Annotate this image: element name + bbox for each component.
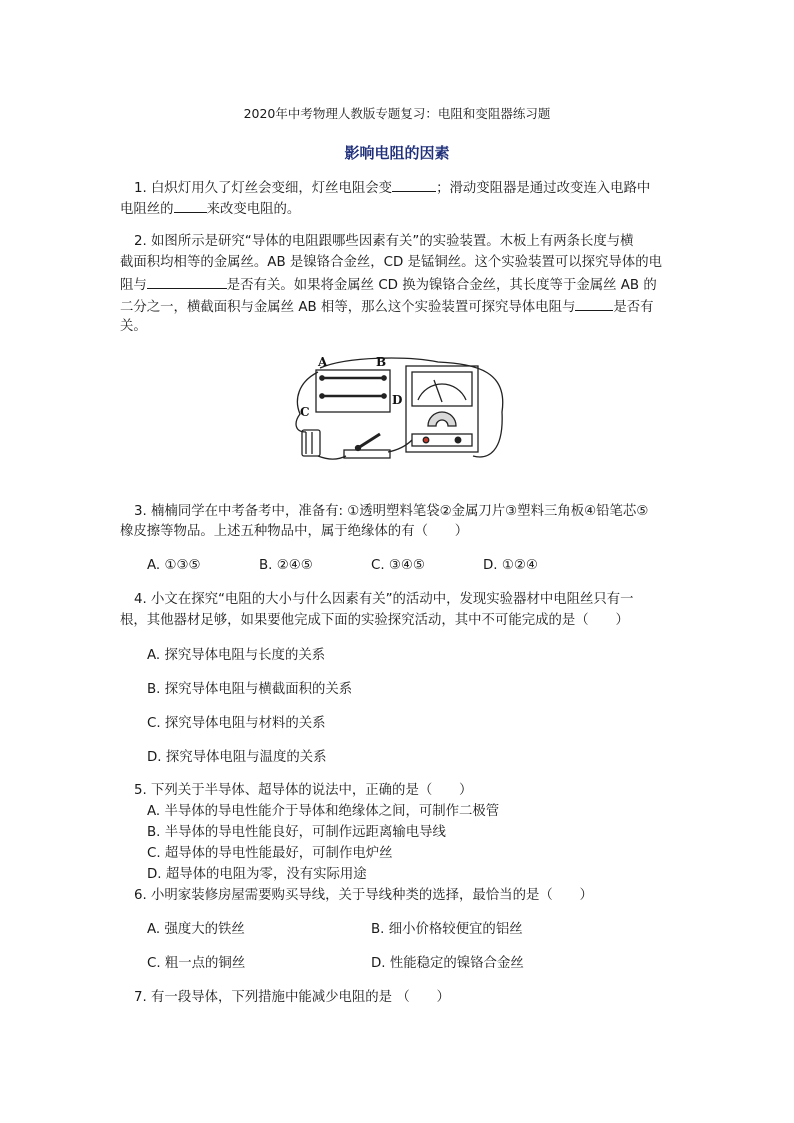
battery-icon — [302, 430, 320, 456]
wire-bottom-left — [318, 456, 346, 459]
q6-option-d: D. 性能稳定的镍铬合金丝 — [371, 956, 524, 971]
dial-arc — [418, 384, 466, 400]
dial-needle — [434, 380, 442, 402]
label-c: C — [300, 405, 310, 419]
q4-line-2: 根，其他器材足够，如果要他完成下面的实验探究活动，其中不可能完成的是（ ） — [120, 613, 629, 628]
terminal-strip — [412, 434, 472, 446]
magnet-icon — [428, 412, 456, 426]
q4-line-1: 4. 小文在探究“电阻的大小与什么因素有关”的活动中，发现实验器材中电阻丝只有一 — [134, 592, 634, 607]
q2-line-1: 2. 如图所示是研究“导体的电阻跟哪些因素有关”的实验装置。木板上有两条长度与横 — [134, 234, 634, 249]
q2-text-c: 二分之一，横截面积与金属丝 AB 相等，那么这个实验装置可探究导体电阻与 — [120, 300, 576, 315]
q3-line-2: 橡皮擦等物品。上述五种物品中，属于绝缘体的有（ ） — [120, 524, 469, 539]
q3-option-c: C. ③④⑤ — [371, 558, 425, 573]
q3-line-1: 3. 楠楠同学在中考备考中，准备有: ①透明塑料笔袋②金属刀片③塑料三角板④铅笔芯⑤ — [134, 504, 649, 519]
experiment-circuit-figure — [288, 352, 512, 470]
q5-option-d: D. 超导体的电阻为零，没有实际用途 — [147, 867, 367, 882]
q2-line-5: 关。 — [120, 319, 147, 334]
q2-line-3 — [120, 274, 657, 296]
q4-option-a: A. 探究导体电阻与长度的关系 — [147, 648, 326, 663]
document-title: 2020年中考物理人教版专题复习：电阻和变阻器练习题 — [243, 106, 551, 121]
q4-option-d: D. 探究导体电阻与温度的关系 — [147, 750, 327, 765]
q3-option-a: A. ①③⑤ — [147, 558, 201, 573]
q1-text-c: 电阻丝的 — [120, 202, 174, 217]
q1-text-d: 来改变电阻的。 — [206, 202, 301, 217]
ammeter-box — [406, 366, 478, 452]
q3-option-d: D. ①②④ — [483, 558, 538, 573]
q1-text-a: 1. 白炽灯用久了灯丝会变细，灯丝电阻会变 — [134, 181, 393, 196]
q2-text-d: 是否有 — [613, 300, 654, 315]
q2-text-a: 阻与 — [120, 278, 147, 293]
answer-blank — [174, 198, 207, 213]
wooden-board — [316, 370, 390, 412]
q4-option-c: C. 探究导体电阻与材料的关系 — [147, 716, 326, 731]
q2-line-4 — [120, 296, 654, 318]
switch-lever — [358, 434, 380, 448]
switch-base — [344, 450, 390, 458]
answer-blank — [392, 177, 436, 192]
q5-option-c: C. 超导体的导电性能最好，可制作电炉丝 — [147, 846, 393, 861]
q5-option-a: A. 半导体的导电性能介于导体和绝缘体之间，可制作二极管 — [147, 804, 500, 819]
q5-option-b: B. 半导体的导电性能良好，可制作远距离输电导线 — [147, 825, 446, 840]
answer-blank — [147, 274, 227, 289]
q6-option-b: B. 细小价格较便宜的铝丝 — [371, 922, 523, 937]
label-b: B — [376, 355, 387, 369]
answer-blank — [575, 296, 613, 311]
q5-line-1: 5. 下列关于半导体、超导体的说法中，正确的是（ ） — [134, 783, 473, 798]
q2-line-2: 截面积均相等的金属丝。AB 是镍铬合金丝，CD 是锰铜丝。这个实验装置可以探究导体的电 — [120, 255, 662, 270]
q6-option-c: C. 粗一点的铜丝 — [147, 956, 246, 971]
label-d: D — [392, 393, 403, 407]
q1-line-2 — [120, 198, 300, 220]
q1-text-b: ；滑动变阻器是通过改变连入电路中 — [436, 181, 651, 196]
label-a: A — [318, 355, 328, 369]
q6-option-a: A. 强度大的铁丝 — [147, 922, 245, 937]
wire-switch-to-meter — [388, 440, 412, 452]
q1-line-1 — [134, 177, 650, 199]
wire-left — [296, 372, 318, 432]
q7-line-1: 7. 有一段导体，下列措施中能减少电阻的是 （ ） — [134, 990, 450, 1005]
q6-line-1: 6. 小明家装修房屋需要购买导线，关于导线种类的选择，最恰当的是（ ） — [134, 888, 593, 903]
q3-option-b: B. ②④⑤ — [259, 558, 313, 573]
q4-option-b: B. 探究导体电阻与横截面积的关系 — [147, 682, 353, 697]
section-heading: 影响电阻的因素 — [344, 144, 450, 162]
q2-text-b: 是否有关。如果将金属丝 CD 换为镍铬合金丝，其长度等于金属丝 AB 的 — [226, 278, 657, 293]
